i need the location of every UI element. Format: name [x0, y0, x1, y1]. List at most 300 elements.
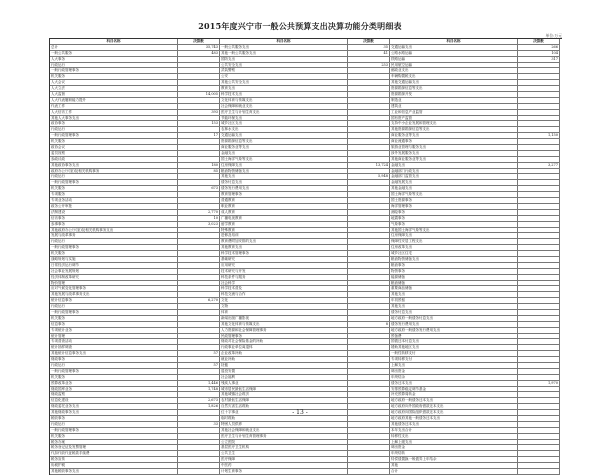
item-name: 本年支出合计 [390, 428, 518, 433]
item-name: 公安 [220, 74, 348, 79]
item-name: 红十字事业 [220, 410, 348, 415]
item-amount [518, 375, 560, 380]
item-name: 城乡社区住宅 [390, 251, 518, 256]
item-amount [178, 80, 220, 85]
item-amount [518, 387, 560, 392]
item-amount [348, 275, 390, 280]
item-amount [518, 186, 560, 191]
item-amount [348, 363, 390, 368]
item-name: 金融部门监管支出 [390, 174, 518, 179]
item-amount [178, 145, 220, 150]
item-name: 人大监督 [50, 92, 178, 97]
item-amount [348, 180, 390, 185]
item-amount [518, 192, 560, 197]
item-amount [178, 292, 220, 297]
item-name: 其他支出 [390, 304, 518, 309]
item-name: 武装警察 [220, 68, 348, 73]
item-name: 国土海洋气象等支出 [390, 192, 518, 197]
item-amount: 2,770 [178, 210, 220, 215]
item-amount [518, 239, 560, 244]
item-name: 机关服务 [50, 316, 178, 321]
item-name: 特殊教育 [220, 228, 348, 233]
item-name: 行政运行 [50, 174, 178, 179]
item-name: 新闻出版广播影视 [220, 316, 348, 321]
item-name: 旅游业管理与服务支出 [390, 145, 518, 150]
item-name: 代表工作 [50, 104, 178, 109]
item-name: 一般公共服务支出 [220, 45, 348, 50]
item-amount [518, 451, 560, 456]
item-amount [348, 98, 390, 103]
item-amount: 13,724 [348, 163, 390, 168]
item-name: 保障性安居工程支出 [390, 239, 518, 244]
item-amount [518, 363, 560, 368]
item-amount [348, 228, 390, 233]
item-amount [348, 416, 390, 421]
item-name: 税收事务 [50, 416, 178, 421]
item-amount [348, 222, 390, 227]
item-name: 教育管理事务 [220, 192, 348, 197]
item-amount [178, 116, 220, 121]
item-name: 财政委托业务支出 [50, 404, 178, 409]
item-amount [178, 416, 220, 421]
item-amount [518, 275, 560, 280]
item-name: 人大会议 [50, 80, 178, 85]
header-name: 科目名称 [50, 39, 178, 44]
item-amount: 35,743 [178, 45, 220, 50]
item-name: 企业改革补助 [220, 351, 348, 356]
item-amount: 10 [178, 216, 220, 221]
item-name: 科技条件与服务 [220, 275, 348, 280]
item-name: 调出资金 [390, 369, 518, 374]
item-name: 补充预算周转金 [390, 392, 518, 397]
item-amount [348, 392, 390, 397]
item-amount [518, 269, 560, 274]
item-amount [518, 174, 560, 179]
item-amount [518, 245, 560, 250]
item-name: 物价管理 [50, 281, 178, 286]
item-amount: 2,673 [178, 398, 220, 403]
item-amount [348, 186, 390, 191]
item-amount [518, 428, 560, 433]
item-name: 地震事务 [390, 216, 518, 221]
item-amount [518, 334, 560, 339]
item-amount [348, 345, 390, 350]
item-amount [348, 440, 390, 445]
item-amount [348, 351, 390, 356]
item-name: 人大事务 [50, 57, 178, 62]
item-amount [518, 63, 560, 68]
item-amount [178, 304, 220, 309]
item-amount [348, 116, 390, 121]
header-name: 科目名称 [390, 39, 518, 44]
item-name: 气象事务 [390, 222, 518, 227]
item-name: 转移性支出 [390, 434, 518, 439]
item-name: 其他发展与改革事务支出 [50, 292, 178, 297]
item-amount [518, 292, 560, 297]
item-name: 金融支出 [220, 151, 348, 156]
item-name: 行政运行 [50, 422, 178, 427]
item-name: 一般行政管理事务 [50, 180, 178, 185]
item-amount [518, 169, 560, 174]
item-amount [178, 469, 220, 474]
item-name: 地方政府向外国政府借款还本支出 [390, 404, 518, 409]
item-amount [348, 310, 390, 315]
item-name: 工业和信息产业监管 [390, 110, 518, 115]
item-amount: 266 [518, 45, 560, 50]
item-amount [348, 286, 390, 291]
item-name: 人大信访工作 [50, 110, 178, 115]
item-name: 财政对社会保险基金的补助 [220, 339, 348, 344]
item-amount [518, 139, 560, 144]
item-name: 公立医院 [220, 440, 348, 445]
item-name: 其他一般公共服务支出 [220, 51, 348, 56]
item-name: 机关服务 [50, 251, 178, 256]
item-amount [178, 104, 220, 109]
item-name: 一般行政管理事务 [50, 369, 178, 374]
item-name: 一般行政管理事务 [50, 245, 178, 250]
item-name: 基层医疗卫生机构 [220, 445, 348, 450]
item-amount [178, 392, 220, 397]
header-amount: 决算数 [348, 39, 390, 44]
item-amount [518, 198, 560, 203]
item-name: 粮油物资储备支出 [390, 257, 518, 262]
item-name: 其他教育支出 [220, 245, 348, 250]
item-name: 就业补助 [220, 357, 348, 362]
item-amount: 153 [178, 121, 220, 126]
item-amount: 33 [178, 422, 220, 427]
item-amount [178, 151, 220, 156]
item-name: 资源勘探开发 [390, 92, 518, 97]
item-name: 科技交流与合作 [220, 292, 348, 297]
item-amount [518, 74, 560, 79]
item-amount [518, 398, 560, 403]
item-name: 战略规划与实施 [50, 257, 178, 262]
item-amount: 1,970 [518, 381, 560, 386]
item-amount: 35 [348, 45, 390, 50]
item-amount [178, 127, 220, 132]
item-amount [178, 369, 220, 374]
item-amount [178, 286, 220, 291]
item-amount [178, 233, 220, 238]
item-amount [178, 269, 220, 274]
item-amount [518, 310, 560, 315]
item-amount [178, 375, 220, 380]
item-amount [518, 68, 560, 73]
item-name: 临时救助 [220, 416, 348, 421]
item-name: 财政国库业务 [50, 387, 178, 392]
item-name: 行政运行 [50, 63, 178, 68]
item-amount [518, 445, 560, 450]
item-name: 政协会议 [50, 145, 178, 150]
item-name: 文物 [220, 304, 348, 309]
item-amount [518, 233, 560, 238]
item-amount [348, 192, 390, 197]
item-name: 安排预算稳定调节基金 [390, 387, 518, 392]
item-name: 国防支出 [220, 57, 348, 62]
item-amount [518, 92, 560, 97]
item-amount [348, 281, 390, 286]
item-name: 测绘事务 [390, 210, 518, 215]
item-name: 统计抽样调查 [50, 345, 178, 350]
item-amount: 393 [178, 110, 220, 115]
item-name: 交通运输支出 [220, 133, 348, 138]
item-amount [348, 263, 390, 268]
item-amount [348, 110, 390, 115]
item-name: 退役安置 [220, 369, 348, 374]
item-name: 年终结转 [390, 451, 518, 456]
item-name: 一般行政管理事务 [50, 68, 178, 73]
item-amount [348, 375, 390, 380]
item-name: 专项普查活动 [50, 339, 178, 344]
item-amount: 253 [348, 63, 390, 68]
item-name: 财政事务 [50, 357, 178, 362]
page-title: 2015年度兴宁市一般公共预算支出决算功能分类明细表 [198, 21, 402, 31]
item-amount [518, 157, 560, 162]
item-amount: 57 [178, 351, 220, 356]
item-name: 行政运行 [50, 239, 178, 244]
item-amount [518, 263, 560, 268]
item-name: 政府办公厅(室)及相关机构事务 [50, 169, 178, 174]
item-name: 日常经济运行调节 [50, 263, 178, 268]
item-name: 调出资金 [390, 445, 518, 450]
item-name: 城市居民最低生活保障 [220, 387, 348, 392]
item-name: 行政运行 [50, 304, 178, 309]
item-name: 资源勘探信息等支出 [220, 139, 348, 144]
item-name: 经济体制改革研究 [50, 275, 178, 280]
item-amount [178, 245, 220, 250]
header-amount: 决算数 [518, 39, 560, 44]
item-name: 债务发行费用支出 [220, 186, 348, 191]
item-name: 社会事业发展规划 [50, 269, 178, 274]
item-name: 科学技术普及 [220, 286, 348, 291]
item-name: 其他交通运输支出 [390, 80, 518, 85]
item-amount [178, 86, 220, 91]
item-name: 地方政府一般债务付息支出 [390, 316, 518, 321]
item-amount [518, 98, 560, 103]
item-name: 法制建设 [50, 210, 178, 215]
item-name: 一般性转移支付 [390, 351, 518, 356]
item-amount [348, 381, 390, 386]
item-name: 代扣代收代征税款手续费 [50, 451, 178, 456]
item-amount [518, 440, 560, 445]
item-name: 社会科学 [220, 281, 348, 286]
item-name: 行政事业单位离退休 [220, 345, 348, 350]
item-amount [348, 104, 390, 109]
item-name: 税务办案 [50, 440, 178, 445]
item-amount [348, 428, 390, 433]
item-amount [348, 233, 390, 238]
unit-label: 单位:万元 [545, 33, 562, 38]
item-amount: 14,005 [178, 92, 220, 97]
item-amount [178, 328, 220, 333]
item-name: 机关服务 [50, 375, 178, 380]
item-name: 地方政府其他一般债务还本支出 [390, 416, 518, 421]
item-name: 国债还本付息支出 [390, 339, 518, 344]
item-name: 自然灾害生活救助 [220, 404, 348, 409]
item-name: 一般公共服务 [50, 51, 178, 56]
item-name: 体育 [220, 310, 348, 315]
item-name: 一般行政管理事务 [50, 133, 178, 138]
item-name: 其他债务还本支出 [390, 422, 518, 427]
item-name: 公路水路运输 [390, 51, 518, 56]
item-name: 中医药 [220, 463, 348, 468]
item-amount: 104 [518, 51, 560, 56]
item-name: 进修及培训 [220, 233, 348, 238]
item-amount [178, 157, 220, 162]
item-name: 债务付息支出 [390, 310, 518, 315]
table-row [220, 469, 390, 475]
item-name: 能源储备 [390, 275, 518, 280]
item-name: 涉外发展服务支出 [390, 151, 518, 156]
item-name: 上解上级支出 [390, 440, 518, 445]
item-name: 其他金融支出 [390, 186, 518, 191]
item-amount [518, 457, 560, 462]
item-name: 金融发展支出 [390, 180, 518, 185]
item-amount [518, 345, 560, 350]
item-amount [518, 463, 560, 468]
item-amount [518, 369, 560, 374]
item-name: 邮政业支出 [390, 68, 518, 73]
item-amount [518, 257, 560, 262]
item-name: 其他城镇社会救济 [220, 392, 348, 397]
item-amount [348, 139, 390, 144]
item-name: 政协事务 [50, 121, 178, 126]
item-amount [178, 463, 220, 468]
item-amount [348, 239, 390, 244]
item-amount [348, 86, 390, 91]
item-name: 行政运行 [50, 363, 178, 368]
item-amount [178, 263, 220, 268]
item-name: 资源勘探信息等支出 [390, 86, 518, 91]
item-name: 人大立法 [50, 86, 178, 91]
item-name: 专项业务活动 [50, 198, 178, 203]
item-name: 地方政府向国际组织借款还本支出 [390, 410, 518, 415]
item-amount [518, 322, 560, 327]
item-name: 民用航空运输 [390, 63, 518, 68]
item-name: 医疗卫生与计划生育支出 [220, 110, 348, 115]
item-amount [178, 445, 220, 450]
item-amount: 317 [518, 57, 560, 62]
table-row [50, 469, 220, 475]
item-name: 社会保障和就业支出 [220, 104, 348, 109]
item-name: 文化 [220, 298, 348, 303]
item-name: 其他支出 [390, 292, 518, 297]
item-amount: 5,948 [348, 174, 390, 179]
item-name: 其他政协事务支出 [50, 163, 178, 168]
item-amount [518, 86, 560, 91]
item-name: 制造业 [390, 98, 518, 103]
item-name: 其他公共安全支出 [220, 80, 348, 85]
item-amount [518, 351, 560, 356]
item-name: 广播电视教育 [220, 216, 348, 221]
item-name: 海洋管理事务 [390, 204, 518, 209]
item-amount [348, 469, 390, 474]
item-name: 信访事务 [50, 216, 178, 221]
item-amount: 1,446 [178, 381, 220, 386]
item-amount [518, 180, 560, 185]
item-name: 机关服务 [50, 434, 178, 439]
item-name: 其他支出 [220, 174, 348, 179]
item-name: 政务公开审批 [50, 204, 178, 209]
item-name: 信息化建设 [50, 398, 178, 403]
item-name: 支持中小企业发展和管理支出 [390, 121, 518, 126]
item-name: 财政监察 [50, 392, 178, 397]
item-name: 职业教育 [220, 204, 348, 209]
item-name: 教育支出 [220, 86, 348, 91]
item-name: 委员视察 [50, 151, 178, 156]
item-name: 技术研究与开发 [220, 269, 348, 274]
item-name: 商业流通事务 [390, 139, 518, 144]
item-amount: 673 [178, 186, 220, 191]
item-amount [348, 298, 390, 303]
item-name: 城乡社区支出 [220, 121, 348, 126]
item-name: 残疾人事业 [220, 381, 348, 386]
item-amount [518, 416, 560, 421]
item-amount [178, 204, 220, 209]
item-amount [178, 192, 220, 197]
item-amount [518, 116, 560, 121]
item-name: 建筑业 [390, 104, 518, 109]
item-amount [518, 80, 560, 85]
item-name: 其他国土海洋气象等支出 [390, 228, 518, 233]
item-name: 留学教育 [220, 222, 348, 227]
item-amount [178, 281, 220, 286]
item-amount: 180 [178, 163, 220, 168]
item-amount [178, 440, 220, 445]
item-name: 其他统计信息事务支出 [50, 351, 178, 356]
item-name: 专项转移支付 [390, 357, 518, 362]
item-name: 债务还本支出 [390, 381, 518, 386]
item-name: 医疗保障 [220, 457, 348, 462]
item-amount [178, 74, 220, 79]
item-amount: 1,748 [178, 387, 220, 392]
item-name: 商业服务业等支出 [390, 133, 518, 138]
item-amount [518, 304, 560, 309]
item-name: 计划生育事务 [220, 469, 348, 474]
item-name: 抚恤 [220, 363, 348, 368]
item-name: 预算改革业务 [50, 381, 178, 386]
item-amount [178, 57, 220, 62]
item-name: 基础研究 [220, 257, 348, 262]
item-amount [348, 269, 390, 274]
item-name: 粮油储备 [390, 281, 518, 286]
item-amount [348, 133, 390, 138]
item-amount [178, 68, 220, 73]
item-amount [348, 92, 390, 97]
item-name: 教育费附加安排的支出 [220, 239, 348, 244]
item-name: 统计信息事务 [50, 298, 178, 303]
item-amount [178, 322, 220, 327]
item-amount [348, 463, 390, 468]
item-amount [178, 339, 220, 344]
item-name: 车辆购置税支出 [390, 74, 518, 79]
item-name: 重要商品储备 [390, 286, 518, 291]
item-name: 合计 [390, 469, 518, 474]
item-amount [178, 228, 220, 233]
item-name: 商业服务业等支出 [220, 145, 348, 150]
item-name: 人大代表履职能力提升 [50, 98, 178, 103]
item-name: 民政管理事务 [220, 334, 348, 339]
item-amount [178, 357, 220, 362]
item-amount [178, 457, 220, 462]
item-name: 机关服务 [50, 139, 178, 144]
item-name: 专项服务 [50, 192, 178, 197]
item-amount [348, 127, 390, 132]
item-name: 农村最低生活保障 [220, 398, 348, 403]
item-amount [348, 316, 390, 321]
item-name: 住房保障支出 [390, 233, 518, 238]
item-name: 地方政府一般债务还本支出 [390, 398, 518, 403]
